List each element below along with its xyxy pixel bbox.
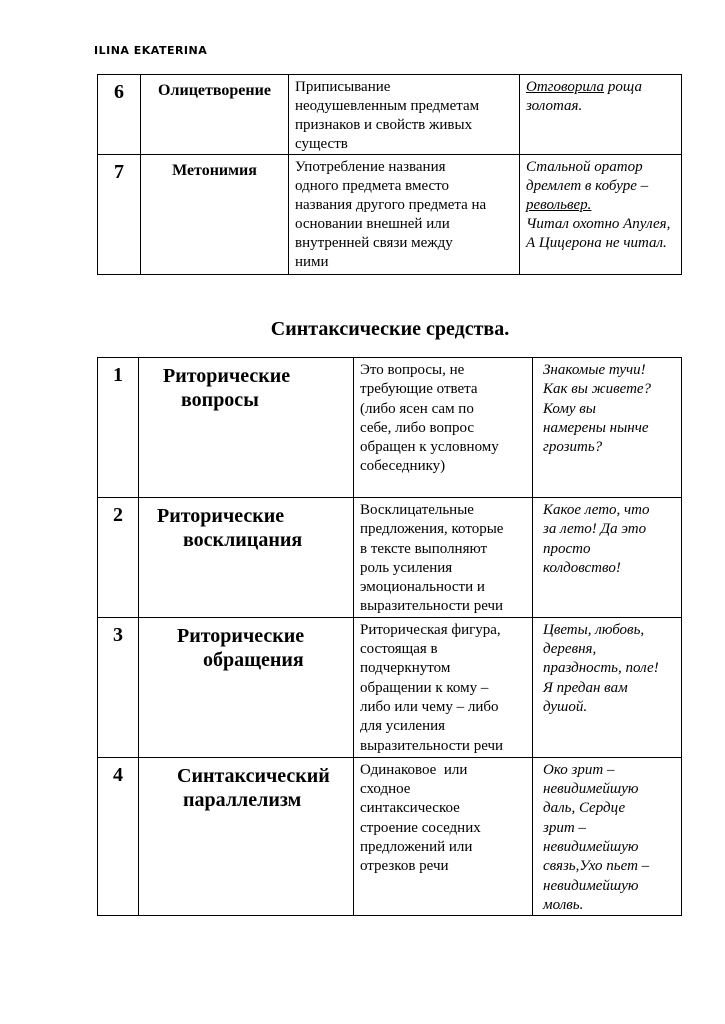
term-cell: [139, 498, 354, 618]
example-cell: [533, 757, 682, 915]
definition-cell: [354, 757, 533, 915]
definition-line: требующие ответа: [360, 381, 478, 398]
example-underlined: Отговорила: [526, 79, 605, 95]
example-line: зрит –: [543, 819, 586, 836]
example-cell: [533, 498, 682, 618]
example-line: намерены нынче: [543, 419, 649, 436]
definition-line: выразительности речи: [360, 598, 504, 615]
definition-line: собеседнику): [360, 458, 446, 475]
term-line: Риторические: [163, 365, 291, 387]
definition-line: внутренней связи между: [295, 235, 453, 251]
definition-line: признаков и свойств живых: [295, 117, 473, 133]
example-line: невидимейшую: [543, 781, 639, 798]
definition-line: в тексте выполняют: [360, 540, 488, 557]
definition-line: отрезков речи: [360, 858, 449, 875]
table-row: [98, 757, 682, 915]
example-line: золотая.: [526, 98, 583, 114]
example-line: молвь.: [543, 896, 584, 913]
example-line: Око зрит –: [543, 761, 615, 778]
definition-line: сходное: [360, 781, 411, 798]
example-line: дремлет в кобуре –: [526, 178, 649, 194]
term-cell: [139, 757, 354, 915]
header-author: ILINA EKATERINA: [94, 44, 208, 57]
term-cell: Олицетворение: [141, 75, 289, 155]
example-line: Я предан вам: [543, 679, 628, 696]
term-line: вопросы: [181, 389, 259, 411]
row-number: 6: [98, 75, 141, 155]
row-number: 4: [98, 757, 139, 915]
example-line: деревня,: [543, 641, 597, 658]
definition-line: Приписывание: [295, 79, 391, 95]
example-cell: [533, 358, 682, 498]
row-number: 3: [98, 617, 139, 757]
definition-line: существ: [295, 136, 348, 152]
example-underlined: револьвер.: [526, 197, 592, 213]
example-line: даль, Сердце: [543, 800, 626, 817]
definition-line: (либо ясен сам по: [360, 400, 474, 417]
example-cell: [520, 75, 682, 155]
definition-line: Восклицательные: [360, 502, 474, 518]
example-line: Как вы живете?: [543, 381, 652, 398]
definition-line: Употребление названия: [295, 159, 446, 175]
definition-line: строение соседних: [360, 819, 481, 836]
example-line: [526, 78, 675, 97]
table-row: [98, 617, 682, 757]
term-cell: Метонимия: [141, 155, 289, 275]
example-line: за лето! Да это: [543, 521, 647, 538]
definition-line: основании внешней или: [295, 216, 450, 232]
definition-line: выразительности речи: [360, 737, 504, 754]
definition-line: для усиления: [360, 718, 446, 735]
definition-line: неодушевленным предметам: [295, 98, 480, 114]
definition-cell: [289, 155, 520, 275]
definition-line: обращении к кому –: [360, 679, 489, 696]
example-line: невидимейшую: [543, 838, 639, 855]
section-title: Синтаксические средства.: [270, 318, 510, 340]
example-line: Знакомые тучи!: [543, 362, 646, 378]
example-line: Какое лето, что: [543, 502, 650, 518]
example-line: Цветы, любовь,: [543, 621, 645, 638]
row-number: 7: [98, 155, 141, 275]
definition-line: Одинаковое или: [360, 761, 468, 778]
term-line: Синтаксический: [177, 764, 330, 787]
example-line: душой.: [543, 698, 588, 715]
definition-line: Риторическая фигура,: [360, 621, 501, 638]
definition-line: ними: [295, 254, 329, 270]
example-line: Читал охотно Апулея,: [526, 216, 671, 232]
example-line: Стальной оратор: [526, 159, 643, 175]
definition-line: эмоциональности и: [360, 579, 485, 596]
definition-line: названия другого предмета на: [295, 197, 487, 213]
definition-cell: [354, 358, 533, 498]
example-cell: [520, 155, 682, 275]
example-line: грозить?: [543, 439, 603, 456]
example-line: праздность, поле!: [543, 660, 659, 677]
definition-line: предложения, которые: [360, 521, 504, 538]
definition-line: обращен к условному: [360, 439, 499, 456]
example-cell: [533, 617, 682, 757]
table-row: [98, 498, 682, 618]
term-line: параллелизм: [183, 788, 302, 811]
definition-line: подчеркнутом: [360, 660, 451, 677]
table-row: [98, 155, 682, 275]
example-line: А Цицерона не читал.: [526, 235, 667, 251]
term-line: Риторические: [157, 505, 285, 527]
definition-line: либо или чему – либо: [360, 698, 499, 715]
example-line: колдовство!: [543, 559, 621, 576]
definition-line: предложений или: [360, 838, 473, 855]
table-row: [98, 75, 682, 155]
definition-line: одного предмета вместо: [295, 178, 450, 194]
term-line: восклицания: [183, 529, 303, 551]
table-row: [98, 358, 682, 498]
term-cell: [139, 358, 354, 498]
definition-cell: [354, 617, 533, 757]
example-line: просто: [543, 540, 591, 557]
definition-line: себе, либо вопрос: [360, 419, 475, 436]
definition-line: синтаксическое: [360, 800, 460, 817]
term-line: Риторические: [177, 624, 305, 647]
row-number: 2: [98, 498, 139, 618]
example-line: невидимейшую: [543, 877, 639, 894]
example-line: Кому вы: [543, 400, 596, 417]
term-cell: [139, 617, 354, 757]
definition-line: Это вопросы, не: [360, 362, 465, 378]
row-number: 1: [98, 358, 139, 498]
tropes-table: [97, 74, 682, 275]
syntactic-devices-table: [97, 357, 682, 916]
definition-line: роль усиления: [360, 559, 453, 576]
definition-cell: [354, 498, 533, 618]
term-line: обращения: [203, 648, 304, 671]
definition-line: состоящая в: [360, 641, 438, 658]
example-text: роща: [604, 79, 643, 95]
example-line: связь,Ухо пьет –: [543, 858, 650, 875]
definition-cell: [289, 75, 520, 155]
